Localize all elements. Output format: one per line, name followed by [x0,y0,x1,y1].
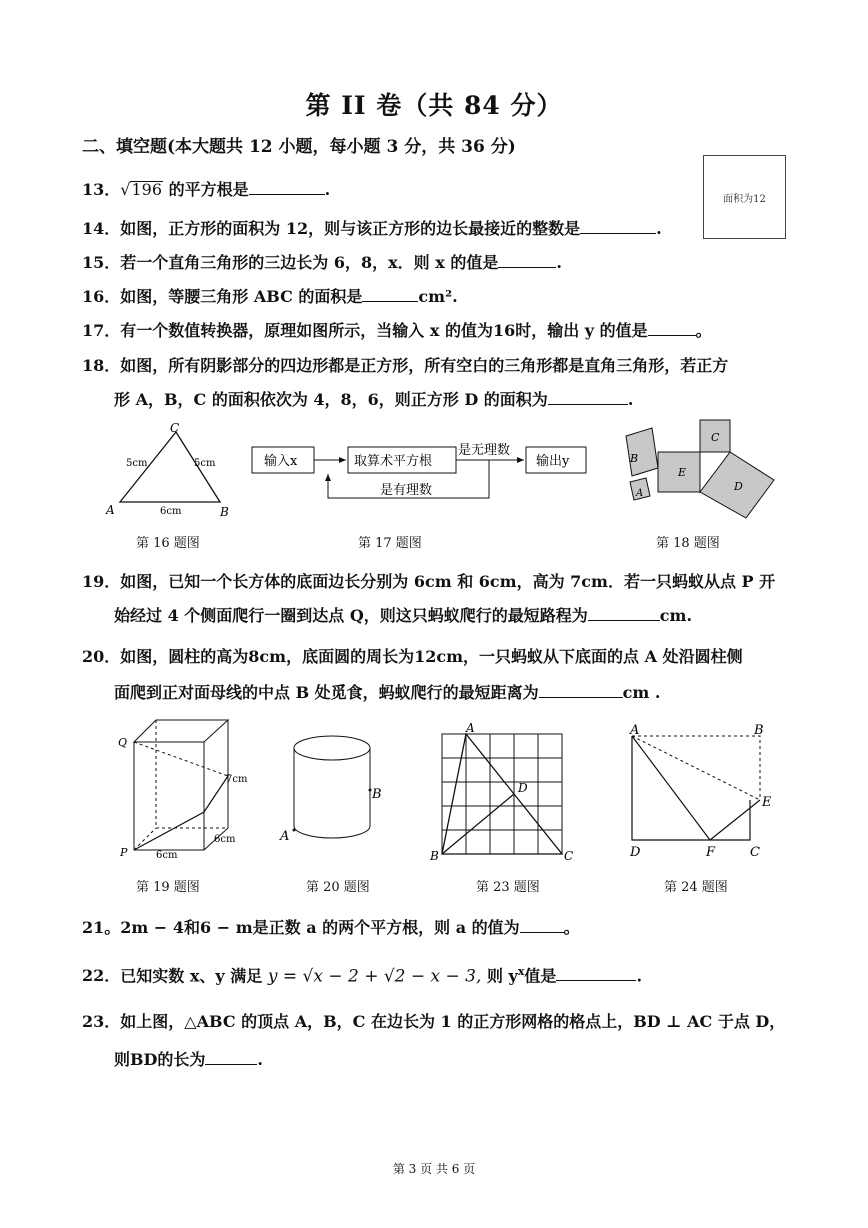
label-A: A [466,721,475,735]
input-box: 输入x [264,454,298,469]
sqrt-box: 取算术平方根 [354,454,433,469]
label-C: C [564,849,574,863]
question-17: 17．有一个数值转换器，原理如图所示，当输入 x 的值为16时，输出 y 的值是 。 [82,321,712,340]
question-13: 13．√196 的平方根是 . [82,180,331,199]
label-B: B [754,723,764,738]
height-label: 7cm [226,774,248,785]
question-19: 19．如图，已知一个长方体的底面边长分别为 6cm 和 6cm，高为 7cm．若一只蚂蚁从点 P 开 [82,572,776,591]
caption-24: 第 24 题图 [664,880,728,895]
label-B: B [630,452,639,465]
rational-label: 是有理数 [380,483,433,498]
label-B: B [372,787,382,802]
label-C: C [750,845,760,860]
caption-17: 第 17 题图 [358,536,422,551]
square-area-label: 面积为12 [723,194,766,205]
question-20-line2: 面爬到正对面母线的中点 B 处觅食，蚂蚁爬行的最短距离为 cm . [114,683,661,702]
label-A: A [106,503,115,517]
figure-16-triangle [100,420,240,520]
question-23-line2: 则BD的长为 . [114,1050,263,1069]
question-21: 21。2m − 4和6 − m是正数 a 的两个平方根，则 a 的值为 。 [82,918,580,937]
label-A: A [636,488,644,499]
question-20: 20．如图，圆柱的高为8cm，底面圆的周长为12cm，一只蚂蚁从下底面的点 A 处沿圆柱侧 [82,647,743,666]
caption-23: 第 23 题图 [476,880,540,895]
question-15: 15．若一个直角三角形的三边长为 6，8，x．则 x 的值是 . [82,253,562,272]
answer-blank-13[interactable] [249,180,325,195]
caption-20: 第 20 题图 [306,880,370,895]
output-box: 输出y [536,454,570,469]
depth-label: 6cm [214,834,236,845]
question-19-line2: 始经过 4 个侧面爬行一圈到达点 Q，则这只蚂蚁爬行的最短路程为 cm. [114,606,693,625]
answer-blank-14[interactable] [580,219,656,234]
answer-blank-21[interactable] [520,918,564,933]
label-F: F [706,845,716,860]
answer-blank-18[interactable] [548,390,628,405]
figure-19-box [116,716,256,864]
section-heading: 二、填空题(本大题共 12 小题，每小题 3 分，共 36 分) [82,137,516,157]
label-E: E [762,795,772,810]
square-figure-q14 [703,155,786,239]
label-A: A [630,723,640,738]
label-D: D [630,845,641,860]
question-22: 22．已知实数 x、y 满足 y = √x − 2 + √2 − x − 3, 则 $y^x$值是 . [82,965,643,987]
answer-blank-17[interactable] [648,321,696,336]
answer-blank-20[interactable] [539,683,623,698]
figure-17-flowchart [246,438,594,502]
question-16: 16．如图，等腰三角形 ABC 的面积是 cm². [82,287,458,306]
question-18-line2: 形 A，B，C 的面积依次为 4，8，6，则正方形 D 的面积为 . [114,390,634,409]
question-14: 14．如图，正方形的面积为 12，则与该正方形的边长最接近的整数是 . [82,219,662,238]
figure-18-squares [606,414,782,522]
label-C: C [711,431,720,444]
figure-20-cylinder [278,726,388,850]
label-B: B [430,849,439,863]
page-title: 第 II 卷（共 84 分） [305,91,563,120]
question-18: 18．如图，所有阴影部分的四边形都是正方形，所有空白的三角形都是直角三角形，若正方 [82,356,729,375]
side-left: 5cm [126,458,148,469]
label-P: P [120,846,128,859]
side-base: 6cm [160,506,182,517]
equation: y = √x − 2 + √2 − x − 3, [267,966,482,987]
width-label: 6cm [156,850,178,861]
caption-16: 第 16 题图 [136,536,200,551]
label-C: C [170,421,180,435]
radicand: 196 [131,180,163,199]
label-B: B [220,505,229,519]
answer-blank-16[interactable] [362,287,418,302]
label-A: A [280,829,290,844]
figure-24-rectangle [620,720,790,864]
label-E: E [678,466,687,479]
answer-blank-22[interactable] [556,966,636,981]
label-D: D [734,480,743,493]
irrational-label: 是无理数 [458,443,511,458]
answer-blank-19[interactable] [588,606,660,621]
label-D: D [518,781,528,795]
question-23: 23．如上图，△ABC 的顶点 A，B，C 在边长为 1 的正方形网格的格点上，BD ⊥ AC 于点 D， [82,1012,786,1031]
label-Q: Q [118,736,128,749]
answer-blank-23[interactable] [205,1050,257,1065]
figure-23-grid [426,720,580,864]
page-footer: 第 3 页 共 6 页 [392,1162,476,1176]
side-right: 5cm [194,458,216,469]
caption-18: 第 18 题图 [656,536,720,551]
answer-blank-15[interactable] [498,253,556,268]
caption-19: 第 19 题图 [136,880,200,895]
